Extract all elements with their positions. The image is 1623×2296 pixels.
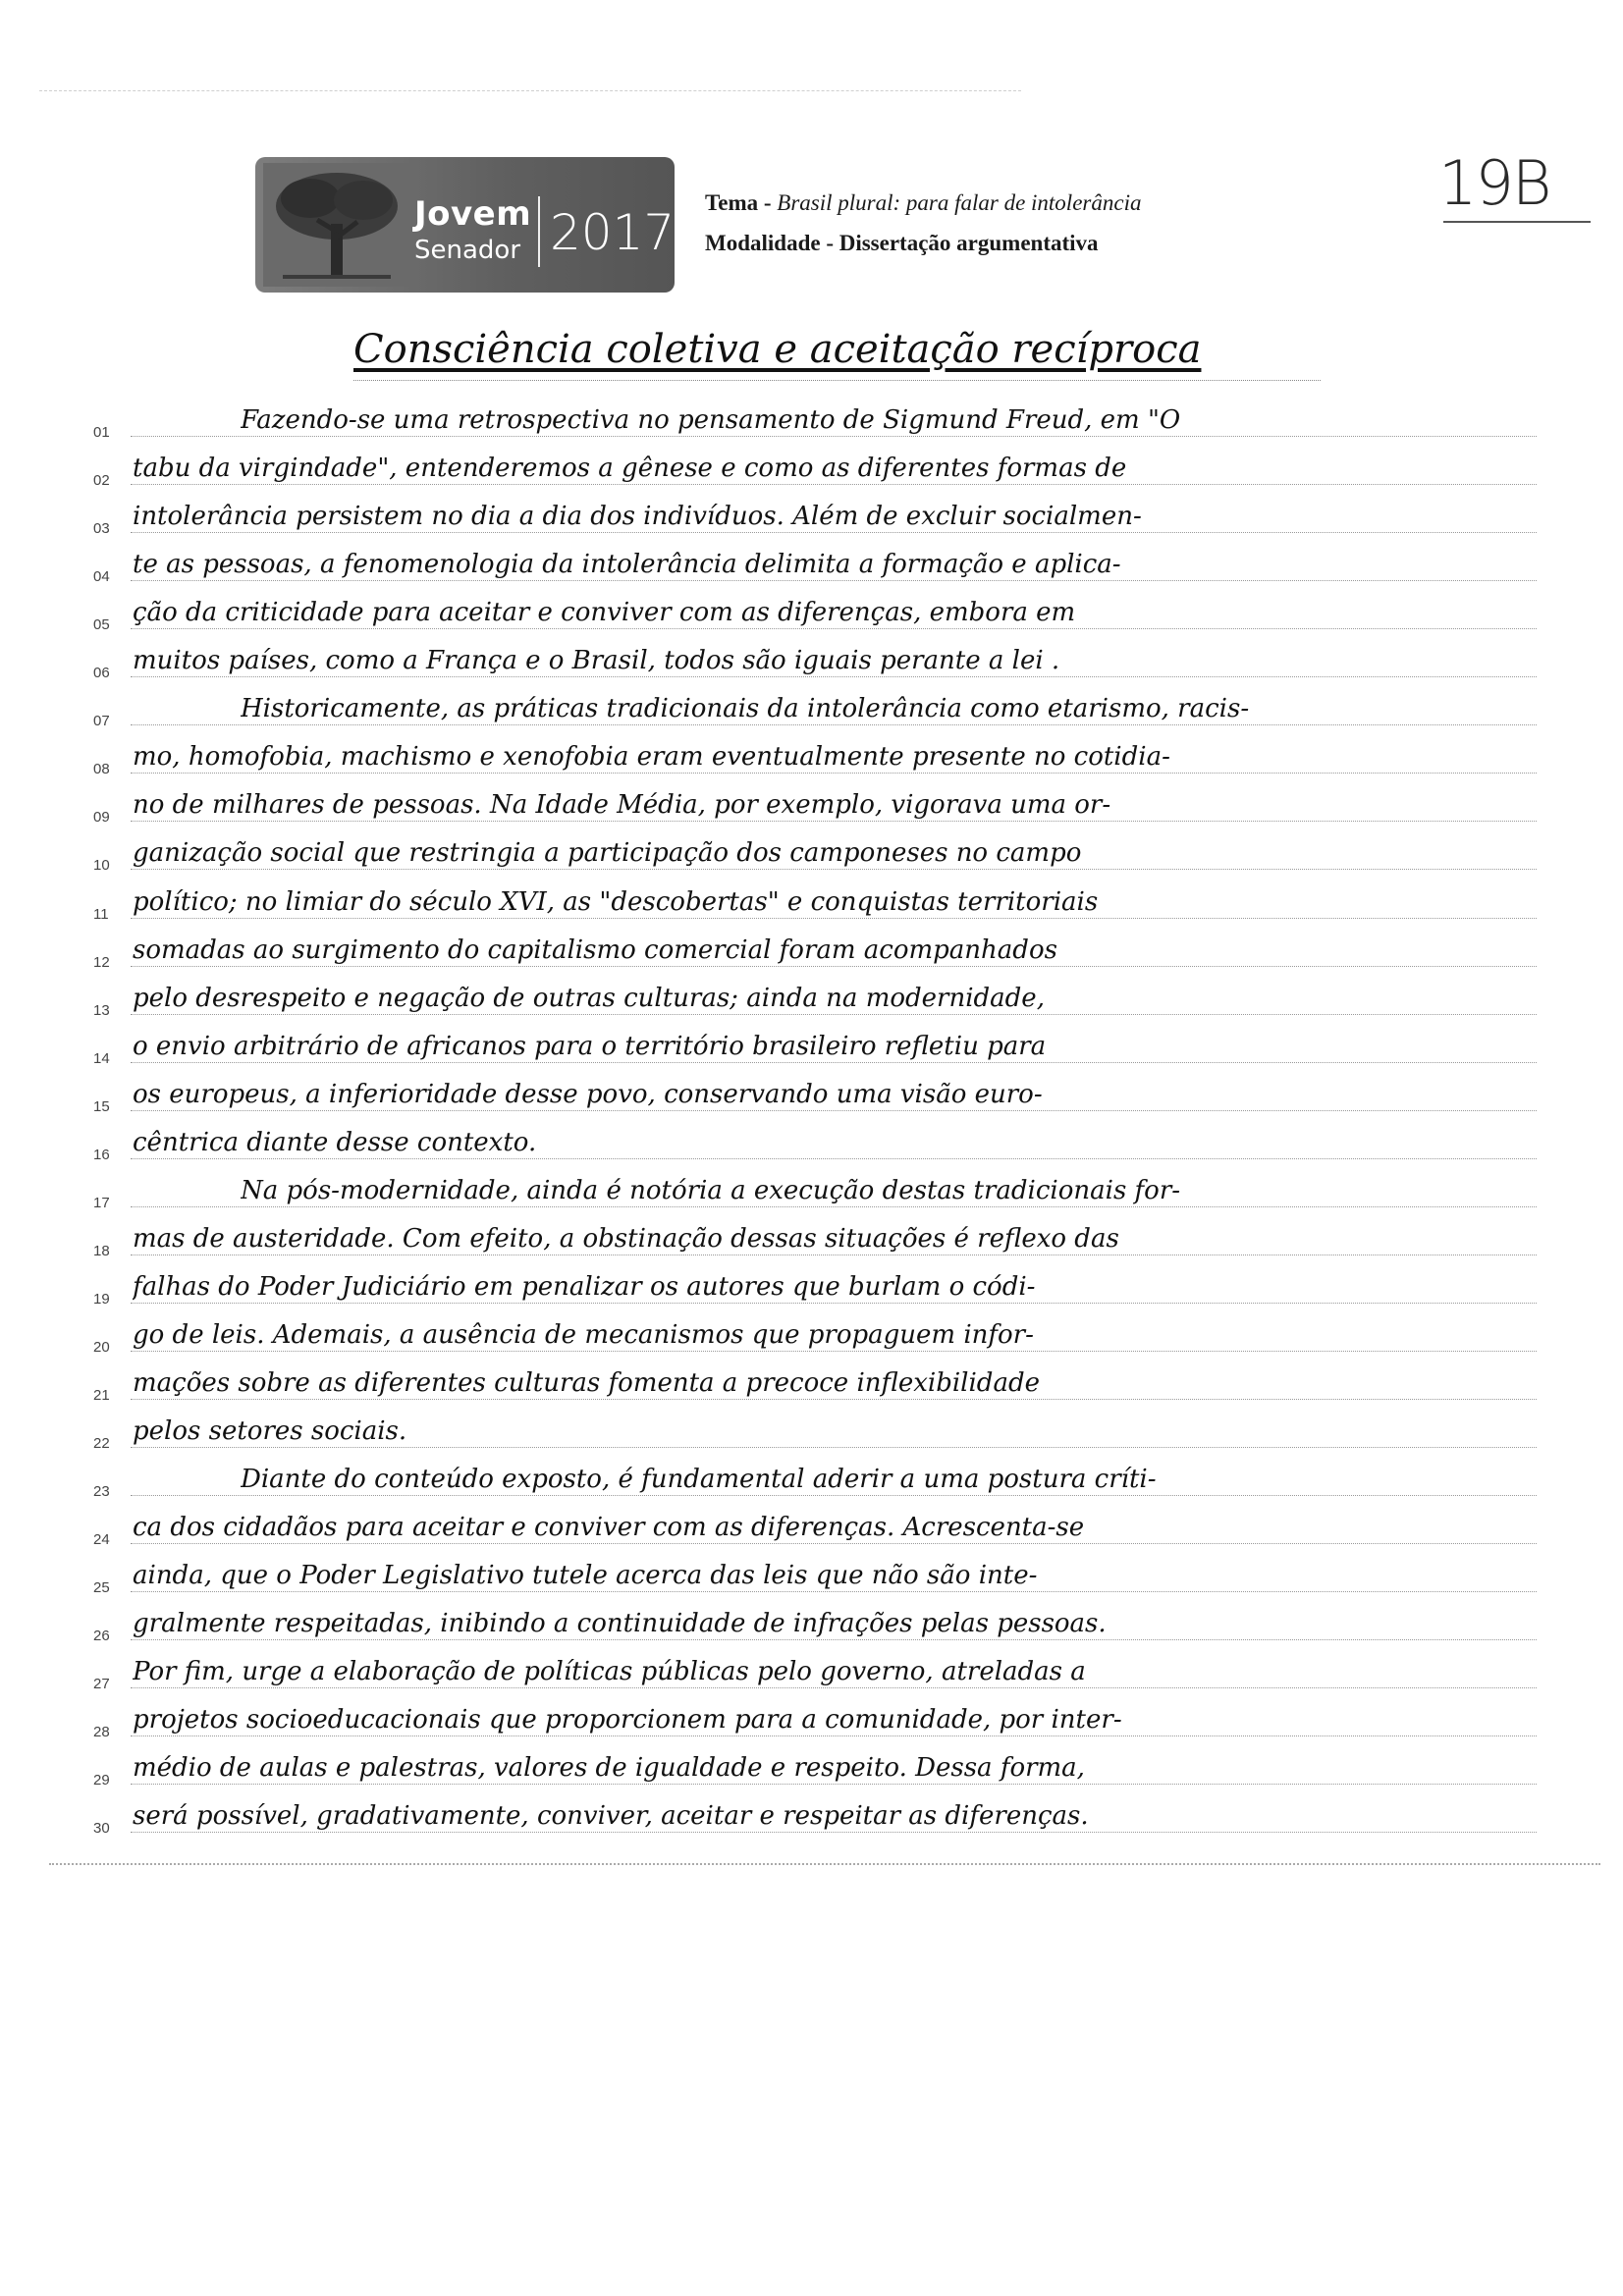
- essay-line: [93, 676, 1537, 731]
- line-number: 01: [93, 424, 110, 441]
- line-number: 06: [93, 665, 110, 682]
- line-rule: [131, 1832, 1537, 1833]
- line-text: projetos socioeducacionais que proporcionem para a comunidade, por inter-: [133, 1705, 1122, 1735]
- line-number: 26: [93, 1628, 110, 1645]
- essay-line: [93, 1158, 1537, 1213]
- essay-line: [93, 1206, 1537, 1261]
- line-text: os europeus, a inferioridade desse povo, conservando uma visão euro-: [133, 1079, 1043, 1109]
- grade-mark: 19B: [1438, 147, 1550, 219]
- line-text: ainda, que o Poder Legislativo tutele acerca das leis que não são inte-: [133, 1561, 1038, 1591]
- line-text: ção da criticidade para aceitar e conviver com as diferenças, embora em: [133, 598, 1076, 628]
- essay-title: Consciência coletiva e aceitação recíproca: [353, 327, 1202, 372]
- essay-line: [93, 1784, 1537, 1839]
- essay-line: [93, 1735, 1537, 1790]
- line-text: Diante do conteúdo exposto, é fundamental aderir a uma postura críti-: [241, 1465, 1157, 1495]
- line-number: 13: [93, 1001, 110, 1019]
- essay-line: [93, 1255, 1537, 1309]
- line-text: gralmente respeitadas, inibindo a continuidade de infrações pelas pessoas.: [133, 1609, 1107, 1639]
- line-text: te as pessoas, a fenomenologia da intolerância delimita a formação e aplica-: [133, 550, 1121, 580]
- essay-line: [93, 821, 1537, 876]
- line-number: 05: [93, 616, 110, 634]
- essay-line: [93, 1062, 1537, 1117]
- essay-line: [93, 1591, 1537, 1646]
- line-text: intolerância persistem no dia a dia dos indivíduos. Além de excluir socialmen-: [133, 502, 1142, 532]
- line-number: 10: [93, 857, 110, 875]
- line-number: 27: [93, 1676, 110, 1693]
- modalidade-line: [705, 231, 1099, 256]
- line-number: 15: [93, 1097, 110, 1115]
- essay-line: [93, 1495, 1537, 1550]
- line-text: mo, homofobia, machismo e xenofobia eram eventualmente presente no cotidia-: [133, 742, 1170, 773]
- modalidade-value: Dissertação argumentativa: [839, 231, 1099, 255]
- line-text: Na pós-modernidade, ainda é notória a execução destas tradicionais for-: [241, 1175, 1181, 1205]
- line-number: 17: [93, 1194, 110, 1211]
- line-number: 22: [93, 1435, 110, 1453]
- logo-year: 2017: [550, 204, 675, 261]
- line-text: muitos países, como a França e o Brasil, todos são iguais perante a lei .: [133, 646, 1060, 676]
- essay-line: [93, 388, 1537, 443]
- grade-underline: [1443, 221, 1591, 223]
- bottom-rule: [49, 1863, 1600, 1865]
- line-number: 04: [93, 568, 110, 586]
- essay-line: [93, 1351, 1537, 1406]
- essay-line: [93, 724, 1537, 779]
- line-text: pelo desrespeito e negação de outras culturas; ainda na modernidade,: [133, 983, 1045, 1013]
- tema-label: Tema -: [705, 190, 778, 215]
- essay-line: [93, 1687, 1537, 1742]
- essay-line: [93, 1543, 1537, 1598]
- essay-line: [93, 436, 1537, 491]
- scan-noise: [39, 90, 1021, 92]
- line-number: 09: [93, 809, 110, 827]
- line-number: 08: [93, 761, 110, 778]
- line-number: 07: [93, 713, 110, 730]
- line-text: ca dos cidadãos para aceitar e conviver com as diferenças. Acrescenta-se: [133, 1513, 1085, 1543]
- line-text: Por fim, urge a elaboração de políticas públicas pelo governo, atreladas a: [133, 1657, 1086, 1687]
- line-text: go de leis. Ademais, a ausência de mecanismos que propaguem infor-: [133, 1319, 1034, 1350]
- essay-line: [93, 1014, 1537, 1069]
- line-text: Fazendo-se uma retrospectiva no pensamento de Sigmund Freud, em "O: [241, 405, 1181, 435]
- essay-line: [93, 1447, 1537, 1502]
- line-number: 24: [93, 1531, 110, 1549]
- line-number: 29: [93, 1772, 110, 1789]
- line-text: pelos setores sociais.: [133, 1416, 407, 1447]
- line-text: no de milhares de pessoas. Na Idade Média, por exemplo, vigorava uma or-: [133, 790, 1111, 821]
- line-text: político; no limiar do século XVI, as "descobertas" e conquistas territoriais: [133, 886, 1099, 917]
- tema-line: [705, 190, 1141, 216]
- line-number: 19: [93, 1290, 110, 1308]
- essay-line: [93, 773, 1537, 828]
- essay-line: [93, 628, 1537, 683]
- line-text: será possível, gradativamente, conviver, aceitar e respeitar as diferenças.: [133, 1801, 1089, 1832]
- line-number: 28: [93, 1724, 110, 1741]
- line-number: 21: [93, 1387, 110, 1404]
- essay-line: [93, 918, 1537, 973]
- line-number: 30: [93, 1820, 110, 1838]
- line-number: 12: [93, 953, 110, 971]
- essay-line: [93, 1110, 1537, 1165]
- line-number: 18: [93, 1242, 110, 1259]
- line-number: 25: [93, 1579, 110, 1597]
- essay-line: [93, 580, 1537, 635]
- line-text: mas de austeridade. Com efeito, a obstinação dessas situações é reflexo das: [133, 1223, 1119, 1254]
- essay-line: [93, 1399, 1537, 1454]
- line-number: 16: [93, 1146, 110, 1163]
- essay-line: [93, 1639, 1537, 1694]
- logo-divider: [538, 196, 540, 267]
- line-text: ganização social que restringia a participação dos camponeses no campo: [133, 838, 1082, 869]
- essay-line: [93, 484, 1537, 539]
- line-text: tabu da virgindade", entenderemos a gênese e como as diferentes formas de: [133, 454, 1127, 484]
- title-rule: [353, 380, 1321, 381]
- line-number: 11: [93, 905, 109, 923]
- essay-line: [93, 532, 1537, 587]
- line-text: médio de aulas e palestras, valores de igualdade e respeito. Dessa forma,: [133, 1753, 1085, 1784]
- line-number: 14: [93, 1049, 110, 1067]
- line-text: somadas ao surgimento do capitalismo comercial foram acompanhados: [133, 934, 1057, 965]
- tema-value: Brasil plural: para falar de intolerância: [777, 190, 1142, 215]
- line-number: 03: [93, 520, 110, 538]
- essay-line: [93, 870, 1537, 925]
- line-text: mações sobre as diferentes culturas fomenta a precoce inflexibilidade: [133, 1368, 1040, 1398]
- line-number: 02: [93, 472, 110, 490]
- line-text: cêntrica diante desse contexto.: [133, 1127, 537, 1157]
- line-number: 23: [93, 1483, 110, 1501]
- essay-line: [93, 1303, 1537, 1358]
- jovem-senador-logo: [255, 157, 675, 293]
- logo-word-senador: Senador: [414, 236, 521, 265]
- line-text: falhas do Poder Judiciário em penalizar os autores que burlam o códi-: [133, 1271, 1036, 1302]
- line-text: o envio arbitrário de africanos para o território brasileiro refletiu para: [133, 1031, 1047, 1061]
- tree-icon: [263, 163, 410, 287]
- line-number: 20: [93, 1338, 110, 1356]
- line-text: Historicamente, as práticas tradicionais da intolerância como etarismo, racis-: [241, 694, 1250, 724]
- logo-word-jovem: Jovem: [414, 194, 532, 234]
- essay-line: [93, 966, 1537, 1021]
- modalidade-label: Modalidade -: [705, 231, 839, 255]
